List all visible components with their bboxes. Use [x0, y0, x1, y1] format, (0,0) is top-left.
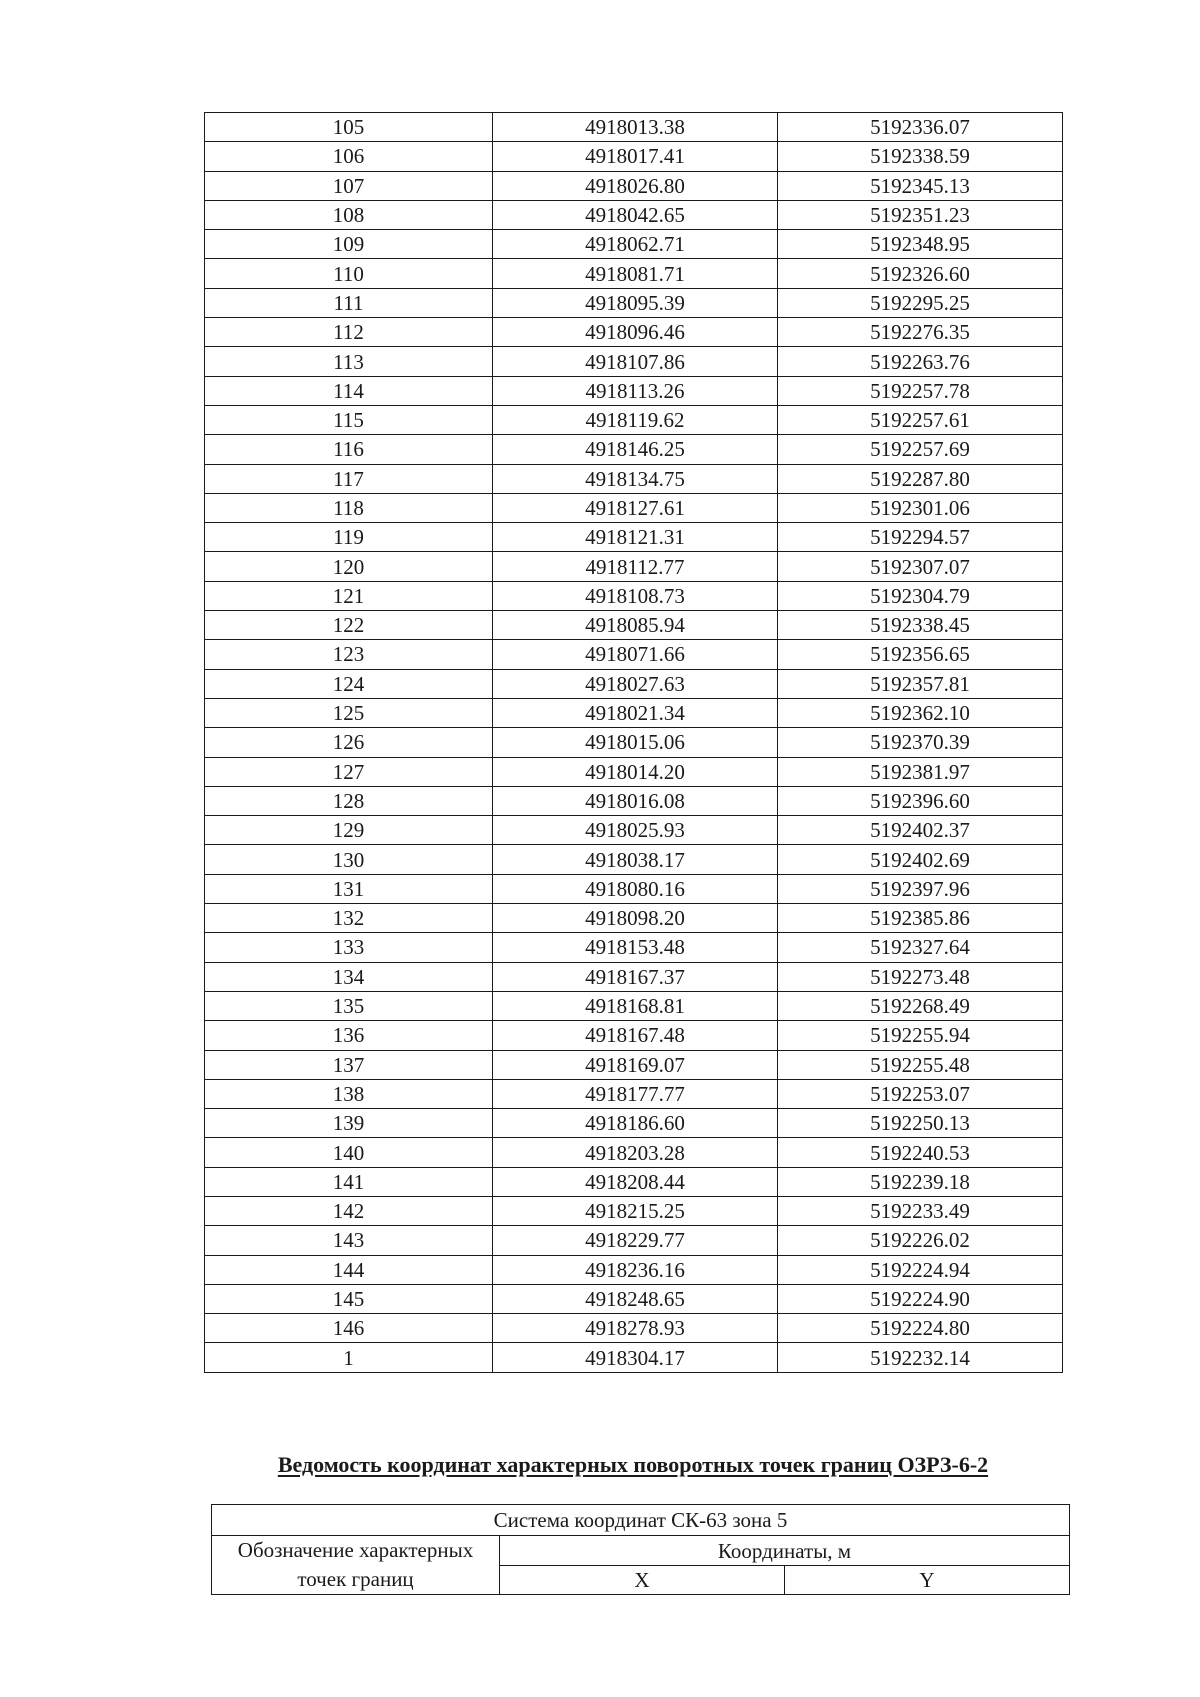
x-coordinate-cell: 4918071.66 — [493, 640, 778, 669]
table-row — [205, 698, 1063, 727]
table-row — [205, 142, 1063, 171]
table-row — [205, 1226, 1063, 1255]
point-number-cell: 117 — [205, 464, 493, 493]
point-number-cell: 133 — [205, 933, 493, 962]
y-coordinate-cell: 5192240.53 — [778, 1138, 1063, 1167]
x-coordinate-cell: 4918027.63 — [493, 669, 778, 698]
table-row — [205, 611, 1063, 640]
point-number-cell: 124 — [205, 669, 493, 698]
point-number-cell: 107 — [205, 171, 493, 200]
point-number-cell: 121 — [205, 581, 493, 610]
table-row — [205, 1314, 1063, 1343]
table-row — [205, 1021, 1063, 1050]
y-coordinate-cell: 5192381.97 — [778, 757, 1063, 786]
x-coordinate-cell: 4918208.44 — [493, 1167, 778, 1196]
y-coordinate-cell: 5192257.69 — [778, 435, 1063, 464]
table-row — [205, 728, 1063, 757]
y-coordinate-cell: 5192301.06 — [778, 493, 1063, 522]
table-row — [205, 1343, 1063, 1372]
x-coordinate-cell: 4918096.46 — [493, 318, 778, 347]
point-number-cell: 113 — [205, 347, 493, 376]
x-coordinate-cell: 4918016.08 — [493, 786, 778, 815]
y-coordinate-cell: 5192273.48 — [778, 962, 1063, 991]
y-coordinate-cell: 5192338.45 — [778, 611, 1063, 640]
x-coordinate-cell: 4918026.80 — [493, 171, 778, 200]
point-number-cell: 105 — [205, 113, 493, 142]
x-coordinate-cell: 4918015.06 — [493, 728, 778, 757]
x-coordinate-cell: 4918021.34 — [493, 698, 778, 727]
y-coordinate-cell: 5192307.07 — [778, 552, 1063, 581]
y-coordinate-cell: 5192253.07 — [778, 1079, 1063, 1108]
y-coordinate-cell: 5192224.90 — [778, 1284, 1063, 1313]
table-row — [205, 933, 1063, 962]
table-row — [205, 757, 1063, 786]
coordinates-header-table — [211, 1504, 1070, 1595]
point-number-cell: 122 — [205, 611, 493, 640]
x-coordinate-cell: 4918146.25 — [493, 435, 778, 464]
point-number-cell: 112 — [205, 318, 493, 347]
table-row — [205, 1255, 1063, 1284]
y-coordinate-cell: 5192257.78 — [778, 376, 1063, 405]
x-coordinate-cell: 4918107.86 — [493, 347, 778, 376]
table-row — [205, 347, 1063, 376]
x-coordinate-cell: 4918248.65 — [493, 1284, 778, 1313]
table-row — [205, 318, 1063, 347]
point-number-cell: 108 — [205, 200, 493, 229]
x-coordinate-cell: 4918186.60 — [493, 1109, 778, 1138]
point-number-cell: 132 — [205, 904, 493, 933]
coordinates-label: Координаты, м — [500, 1536, 1070, 1566]
point-number-cell: 1 — [205, 1343, 493, 1372]
table-row — [205, 1196, 1063, 1225]
y-coordinate-cell: 5192362.10 — [778, 698, 1063, 727]
table-row — [205, 171, 1063, 200]
x-coordinate-cell: 4918229.77 — [493, 1226, 778, 1255]
x-coordinate-cell: 4918098.20 — [493, 904, 778, 933]
table-row — [205, 1284, 1063, 1313]
x-coordinate-cell: 4918085.94 — [493, 611, 778, 640]
point-number-cell: 138 — [205, 1079, 493, 1108]
y-coordinate-cell: 5192356.65 — [778, 640, 1063, 669]
x-coordinate-cell: 4918013.38 — [493, 113, 778, 142]
point-number-cell: 136 — [205, 1021, 493, 1050]
table-row — [205, 991, 1063, 1020]
coordinates-table-body — [205, 113, 1063, 1373]
point-number-cell: 146 — [205, 1314, 493, 1343]
table-row — [205, 845, 1063, 874]
table-row — [205, 874, 1063, 903]
point-number-cell: 114 — [205, 376, 493, 405]
point-number-cell: 116 — [205, 435, 493, 464]
point-number-cell: 142 — [205, 1196, 493, 1225]
x-coordinate-cell: 4918017.41 — [493, 142, 778, 171]
point-number-cell: 134 — [205, 962, 493, 991]
y-coordinate-cell: 5192304.79 — [778, 581, 1063, 610]
point-number-cell: 106 — [205, 142, 493, 171]
point-number-cell: 145 — [205, 1284, 493, 1313]
x-coordinate-cell: 4918278.93 — [493, 1314, 778, 1343]
table-row — [205, 904, 1063, 933]
y-axis-label: Y — [785, 1566, 1070, 1595]
table-row — [205, 669, 1063, 698]
table-row — [205, 405, 1063, 434]
y-coordinate-cell: 5192295.25 — [778, 288, 1063, 317]
x-coordinate-cell: 4918169.07 — [493, 1050, 778, 1079]
y-coordinate-cell: 5192338.59 — [778, 142, 1063, 171]
y-coordinate-cell: 5192370.39 — [778, 728, 1063, 757]
y-coordinate-cell: 5192276.35 — [778, 318, 1063, 347]
point-number-cell: 141 — [205, 1167, 493, 1196]
x-coordinate-cell: 4918081.71 — [493, 259, 778, 288]
y-coordinate-cell: 5192402.69 — [778, 845, 1063, 874]
table-row — [205, 113, 1063, 142]
point-number-cell: 127 — [205, 757, 493, 786]
x-coordinate-cell: 4918112.77 — [493, 552, 778, 581]
x-axis-label: X — [500, 1566, 785, 1595]
point-number-cell: 131 — [205, 874, 493, 903]
table-row — [205, 230, 1063, 259]
x-coordinate-cell: 4918119.62 — [493, 405, 778, 434]
y-coordinate-cell: 5192224.94 — [778, 1255, 1063, 1284]
coordinates-label-row — [212, 1536, 1070, 1566]
table-row — [205, 1167, 1063, 1196]
table-row — [205, 288, 1063, 317]
y-coordinate-cell: 5192239.18 — [778, 1167, 1063, 1196]
point-number-cell: 143 — [205, 1226, 493, 1255]
point-number-cell: 123 — [205, 640, 493, 669]
y-coordinate-cell: 5192351.23 — [778, 200, 1063, 229]
table-row — [205, 552, 1063, 581]
point-number-cell: 135 — [205, 991, 493, 1020]
table-row — [205, 523, 1063, 552]
point-number-cell: 129 — [205, 816, 493, 845]
x-coordinate-cell: 4918215.25 — [493, 1196, 778, 1225]
table-row — [205, 816, 1063, 845]
x-coordinate-cell: 4918236.16 — [493, 1255, 778, 1284]
section-title: Ведомость координат характерных поворотных точек границ ОЗРЗ-6-2 — [277, 1452, 989, 1477]
x-coordinate-cell: 4918025.93 — [493, 816, 778, 845]
point-number-cell: 110 — [205, 259, 493, 288]
y-coordinate-cell: 5192250.13 — [778, 1109, 1063, 1138]
system-row — [212, 1505, 1070, 1536]
table-row — [205, 435, 1063, 464]
x-coordinate-cell: 4918167.48 — [493, 1021, 778, 1050]
y-coordinate-cell: 5192397.96 — [778, 874, 1063, 903]
x-coordinate-cell: 4918038.17 — [493, 845, 778, 874]
x-coordinate-cell: 4918203.28 — [493, 1138, 778, 1167]
x-coordinate-cell: 4918042.65 — [493, 200, 778, 229]
point-number-cell: 140 — [205, 1138, 493, 1167]
y-coordinate-cell: 5192326.60 — [778, 259, 1063, 288]
table-row — [205, 200, 1063, 229]
point-number-cell: 118 — [205, 493, 493, 522]
x-coordinate-cell: 4918177.77 — [493, 1079, 778, 1108]
point-number-cell: 137 — [205, 1050, 493, 1079]
y-coordinate-cell: 5192255.94 — [778, 1021, 1063, 1050]
coordinate-system-label: Система координат СК-63 зона 5 — [212, 1505, 1070, 1536]
table-row — [205, 376, 1063, 405]
y-coordinate-cell: 5192263.76 — [778, 347, 1063, 376]
points-label: Обозначение характерных точек границ — [212, 1536, 500, 1595]
x-coordinate-cell: 4918113.26 — [493, 376, 778, 405]
table-row — [205, 640, 1063, 669]
y-coordinate-cell: 5192287.80 — [778, 464, 1063, 493]
y-coordinate-cell: 5192232.14 — [778, 1343, 1063, 1372]
y-coordinate-cell: 5192268.49 — [778, 991, 1063, 1020]
table-row — [205, 493, 1063, 522]
x-coordinate-cell: 4918062.71 — [493, 230, 778, 259]
y-coordinate-cell: 5192255.48 — [778, 1050, 1063, 1079]
y-coordinate-cell: 5192402.37 — [778, 816, 1063, 845]
x-coordinate-cell: 4918168.81 — [493, 991, 778, 1020]
y-coordinate-cell: 5192385.86 — [778, 904, 1063, 933]
x-coordinate-cell: 4918121.31 — [493, 523, 778, 552]
point-number-cell: 139 — [205, 1109, 493, 1138]
x-coordinate-cell: 4918153.48 — [493, 933, 778, 962]
point-number-cell: 125 — [205, 698, 493, 727]
point-number-cell: 120 — [205, 552, 493, 581]
table-row — [205, 1050, 1063, 1079]
y-coordinate-cell: 5192348.95 — [778, 230, 1063, 259]
y-coordinate-cell: 5192357.81 — [778, 669, 1063, 698]
x-coordinate-cell: 4918304.17 — [493, 1343, 778, 1372]
point-number-cell: 128 — [205, 786, 493, 815]
y-coordinate-cell: 5192396.60 — [778, 786, 1063, 815]
table-row — [205, 259, 1063, 288]
table-row — [205, 1138, 1063, 1167]
y-coordinate-cell: 5192226.02 — [778, 1226, 1063, 1255]
x-coordinate-cell: 4918014.20 — [493, 757, 778, 786]
y-coordinate-cell: 5192327.64 — [778, 933, 1063, 962]
point-number-cell: 115 — [205, 405, 493, 434]
point-number-cell: 111 — [205, 288, 493, 317]
x-coordinate-cell: 4918167.37 — [493, 962, 778, 991]
table-row — [205, 786, 1063, 815]
x-coordinate-cell: 4918134.75 — [493, 464, 778, 493]
y-coordinate-cell: 5192233.49 — [778, 1196, 1063, 1225]
y-coordinate-cell: 5192257.61 — [778, 405, 1063, 434]
table-row — [205, 581, 1063, 610]
point-number-cell: 126 — [205, 728, 493, 757]
table-row — [205, 962, 1063, 991]
point-number-cell: 109 — [205, 230, 493, 259]
table-row — [205, 464, 1063, 493]
y-coordinate-cell: 5192294.57 — [778, 523, 1063, 552]
point-number-cell: 144 — [205, 1255, 493, 1284]
table-row — [205, 1109, 1063, 1138]
y-coordinate-cell: 5192345.13 — [778, 171, 1063, 200]
x-coordinate-cell: 4918108.73 — [493, 581, 778, 610]
y-coordinate-cell: 5192224.80 — [778, 1314, 1063, 1343]
coordinates-table — [204, 112, 1063, 1373]
point-number-cell: 119 — [205, 523, 493, 552]
x-coordinate-cell: 4918095.39 — [493, 288, 778, 317]
point-number-cell: 130 — [205, 845, 493, 874]
table-row — [205, 1079, 1063, 1108]
x-coordinate-cell: 4918127.61 — [493, 493, 778, 522]
y-coordinate-cell: 5192336.07 — [778, 113, 1063, 142]
x-coordinate-cell: 4918080.16 — [493, 874, 778, 903]
